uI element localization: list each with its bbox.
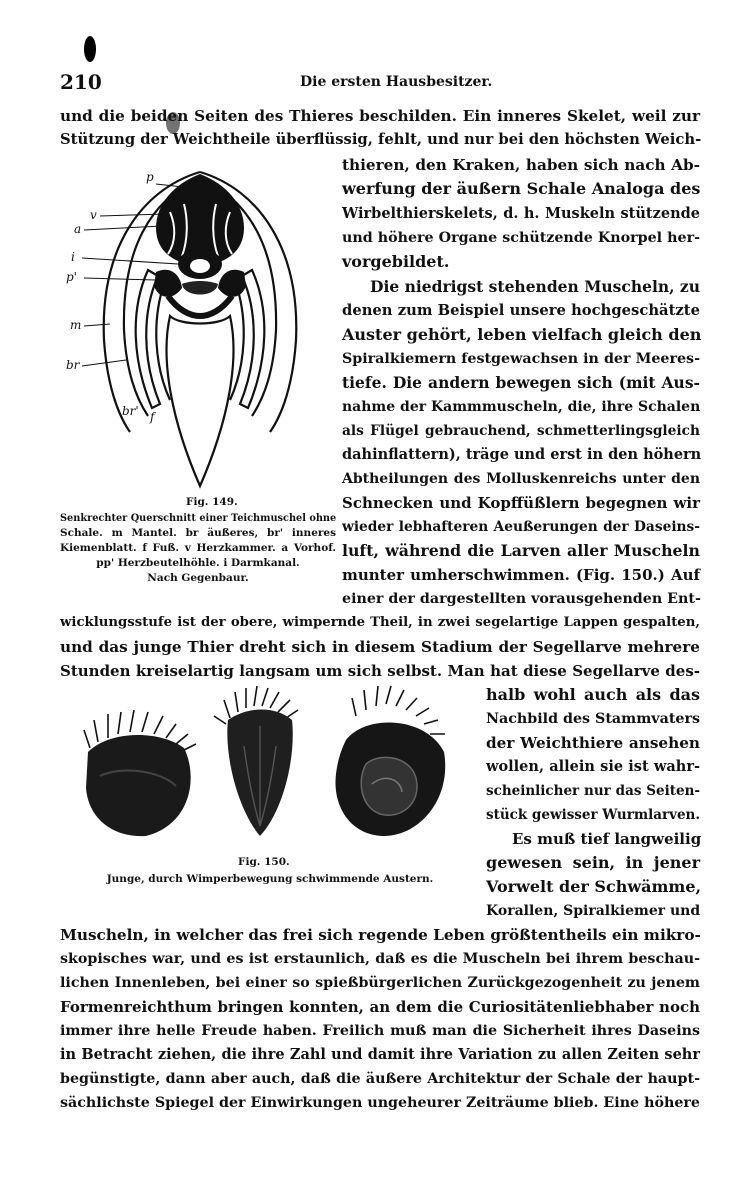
figure-150-number: Fig. 150. — [238, 856, 290, 868]
text-line: dahinflattern), träge und erst in den höhern — [342, 446, 702, 463]
figure-label: v — [90, 208, 97, 222]
text-line: tiefe. Die andern bewegen sich (mit Aus- — [342, 373, 700, 392]
text-line: Wirbelthierskelets, d. h. Muskeln stützende — [342, 205, 700, 222]
figure-149-caption-line: Schale. m Mantel. br äußeres, br' inneres — [60, 527, 336, 539]
text-line: lichen Innenleben, bei einer so spießbürgerlichen Zurückgezogenheit zu jenem — [60, 975, 700, 991]
ink-spot — [84, 36, 96, 62]
text-line: gewesen sein, in jener — [486, 853, 700, 872]
text-line: Stützung der Weichtheile überflüssig, fehlt, und nur bei den höchsten Weich- — [60, 131, 702, 148]
text-line: wollen, allein sie ist wahr- — [486, 758, 700, 775]
text-line: einer der dargestellten vorausgehenden Ent- — [342, 591, 701, 607]
text-line: thieren, den Kraken, haben sich nach Ab- — [342, 156, 700, 174]
text-line: wieder lebhafteren Aeußerungen der Daseins- — [342, 519, 700, 535]
figure-label: br — [66, 358, 80, 372]
figure-150-oyster-larvae — [80, 686, 460, 846]
text-line: Die niedrigst stehenden Muscheln, zu — [370, 277, 700, 296]
figure-label: i — [71, 250, 75, 264]
figure-149-number: Fig. 149. — [186, 496, 238, 508]
text-line: immer ihre helle Freude haben. Freilich muß man die Sicherheit ihres Daseins — [60, 1023, 700, 1039]
figure-label: br' — [122, 404, 139, 418]
text-line: sächlichste Spiegel der Einwirkungen ungeheurer Zeiträume blieb. Eine höhere — [60, 1095, 700, 1111]
running-head: Die ersten Hausbesitzer. — [300, 74, 493, 90]
text-line: Abtheilungen des Molluskenreichs unter den — [342, 471, 700, 487]
figure-label: m — [70, 318, 82, 332]
text-line: munter umherschwimmen. (Fig. 150.) Auf — [342, 566, 700, 584]
figure-149-caption-line: pp' Herzbeutelhöhle. i Darmkanal. — [96, 557, 300, 569]
text-line: Muscheln, in welcher das frei sich regende Leben größtentheils ein mikro- — [60, 926, 701, 944]
figure-label: p' — [66, 270, 77, 284]
text-line: als Flügel gebrauchend, schmetterlingsgleich — [342, 423, 700, 439]
text-line: stück gewisser Wurmlarven. — [486, 807, 701, 823]
text-line: in Betracht ziehen, die ihre Zahl und damit ihre Variation zu allen Zeiten sehr — [60, 1046, 700, 1063]
text-line: Auster gehört, leben vielfach gleich den — [342, 325, 702, 344]
figure-149-caption-line: Kiemenblatt. f Fuß. v Herzkammer. a Vorhof. — [60, 542, 336, 554]
text-line: Es muß tief langweilig — [512, 830, 702, 848]
text-line: denen zum Beispiel unsere hochgeschätzte — [342, 302, 700, 319]
text-line: Korallen, Spiralkiemer und — [486, 903, 701, 919]
figure-149-caption-line: Nach Gegenbaur. — [147, 572, 249, 584]
figure-150-caption: Junge, durch Wimperbewegung schwimmende Austern. — [106, 873, 434, 885]
text-line: wicklungsstufe ist der obere, wimpernde Theil, in zwei segelartige Lappen gespalten, — [60, 615, 700, 630]
text-line: und höhere Organe schützende Knorpel her- — [342, 230, 700, 246]
text-line: begünstigte, dann aber auch, daß die äußere Architektur der Schale der haupt- — [60, 1071, 700, 1087]
text-line: Stunden kreiselartig langsam um sich selbst. Man hat diese Segellarve des- — [60, 662, 700, 680]
text-line: Spiralkiemern festgewachsen in der Meeres- — [342, 351, 700, 367]
text-line: luft, während die Larven aller Muscheln — [342, 541, 700, 560]
text-line: werfung der äußern Schale Analoga des — [342, 179, 701, 198]
text-line: Schnecken und Kopffüßlern begegnen wir — [342, 494, 700, 512]
figure-label: f — [150, 410, 155, 424]
text-line: der Weichthiere ansehen — [486, 734, 700, 752]
text-line: Nachbild des Stammvaters — [486, 711, 700, 727]
page-header — [60, 70, 700, 100]
figure-label: p — [146, 170, 154, 184]
figure-149-caption-line: Senkrechter Querschnitt einer Teichmuschel ohne — [60, 513, 337, 524]
text-line: Vorwelt der Schwämme, — [486, 877, 702, 896]
text-line: und das junge Thier dreht sich in diesem Stadium der Segellarve mehrere — [60, 638, 700, 656]
page-number: 210 — [60, 70, 102, 94]
figure-149-mussel-cross-section — [60, 160, 340, 495]
figure-label: a — [74, 222, 82, 236]
text-line: und die beiden Seiten des Thieres beschilden. Ein inneres Skelet, weil zur — [60, 107, 700, 125]
text-line: nahme der Kammmuscheln, die, ihre Schalen — [342, 399, 701, 415]
text-line: skopisches war, und es ist erstaunlich, daß es die Muscheln bei ihrem beschau- — [60, 951, 700, 967]
text-line: Formenreichthum bringen konnten, an dem die Curiositätenliebhaber noch — [60, 998, 700, 1016]
text-line: halb wohl auch als das — [486, 685, 700, 704]
text-line: vorgebildet. — [342, 252, 450, 271]
text-line: scheinlicher nur das Seiten- — [486, 783, 700, 799]
